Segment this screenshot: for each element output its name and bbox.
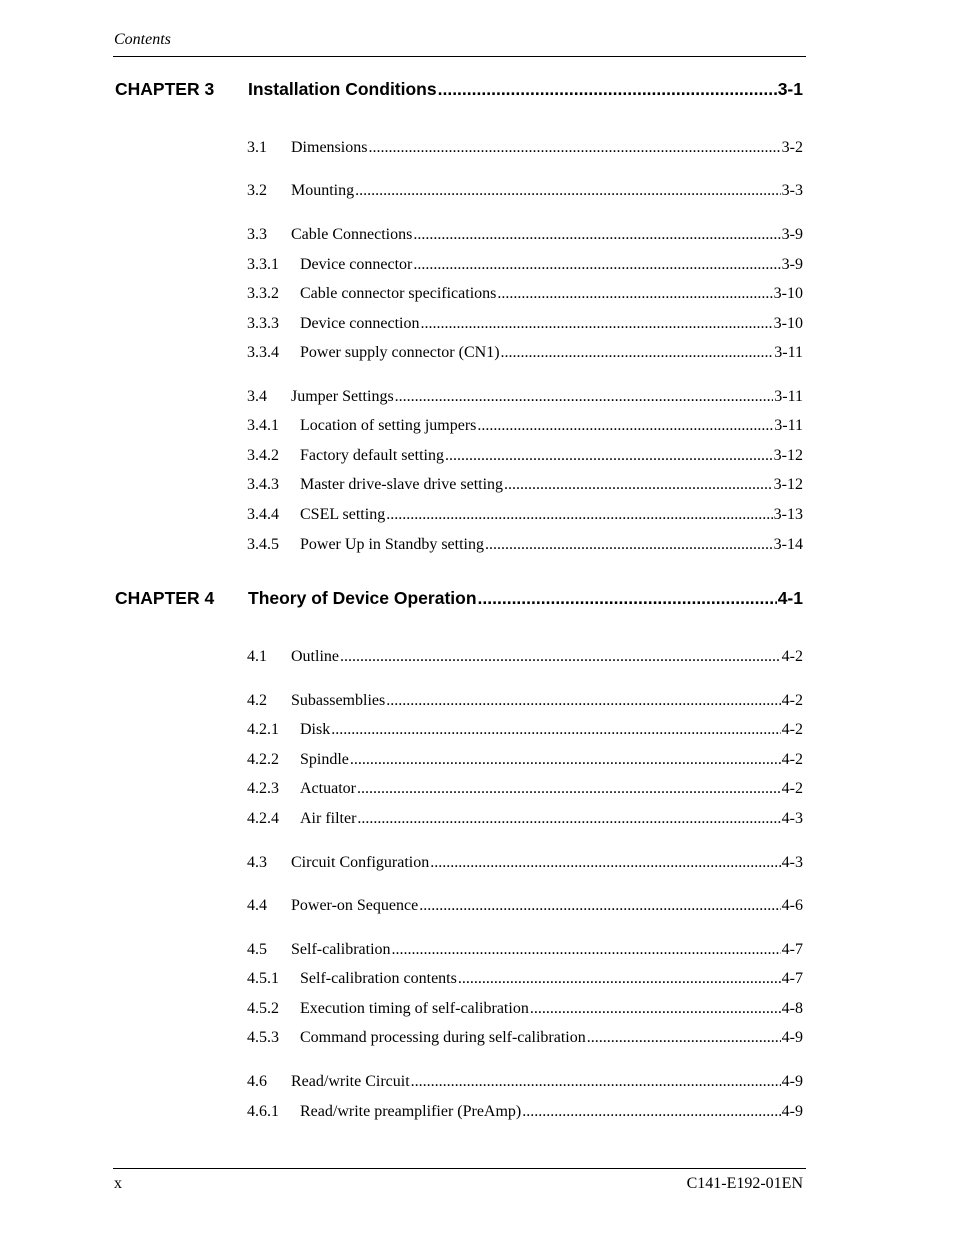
dot-leader bbox=[355, 182, 781, 200]
entry-page: 4-8 bbox=[781, 1000, 803, 1017]
dot-leader bbox=[368, 139, 780, 157]
entry-page: 3-12 bbox=[773, 476, 803, 493]
entry-number: 4.2.3 bbox=[247, 780, 279, 797]
entry-title: Outline bbox=[291, 648, 339, 665]
toc-entry[interactable] bbox=[247, 506, 803, 526]
dot-leader bbox=[497, 285, 772, 303]
toc-entry[interactable] bbox=[247, 1000, 803, 1020]
entry-page: 4-9 bbox=[781, 1029, 803, 1046]
entry-number: 4.5.3 bbox=[247, 1029, 279, 1046]
dot-leader bbox=[386, 692, 780, 710]
dot-leader bbox=[395, 388, 774, 406]
toc-entry[interactable] bbox=[247, 941, 803, 961]
toc-entry[interactable] bbox=[247, 285, 803, 305]
chapter-heading[interactable] bbox=[115, 588, 803, 610]
toc-entry[interactable] bbox=[247, 970, 803, 990]
entry-number: 4.2.2 bbox=[247, 751, 279, 768]
entry-title: Factory default setting bbox=[300, 447, 444, 464]
toc-entry[interactable] bbox=[247, 417, 803, 437]
toc-entry[interactable] bbox=[247, 256, 803, 276]
dot-leader bbox=[587, 1029, 781, 1047]
dot-leader bbox=[411, 1073, 781, 1091]
toc-entry[interactable] bbox=[247, 692, 803, 712]
entry-title: Master drive-slave drive setting bbox=[300, 476, 504, 493]
toc-entry[interactable] bbox=[247, 648, 803, 668]
entry-number: 3.3 bbox=[247, 226, 267, 243]
toc-entry[interactable] bbox=[247, 536, 803, 556]
entry-title: Power-on Sequence bbox=[291, 897, 419, 914]
page-number: x bbox=[114, 1175, 122, 1192]
entry-page: 3-9 bbox=[781, 256, 803, 273]
entry-title: Actuator bbox=[300, 780, 356, 797]
dot-leader bbox=[413, 256, 780, 274]
entry-number: 4.6.1 bbox=[247, 1103, 279, 1120]
dot-leader bbox=[350, 751, 781, 769]
toc-entry[interactable] bbox=[247, 226, 803, 246]
toc-entry[interactable] bbox=[247, 721, 803, 741]
toc-entry[interactable] bbox=[247, 388, 803, 408]
dot-leader bbox=[331, 721, 780, 739]
toc-entry[interactable] bbox=[247, 854, 803, 874]
entry-title: Circuit Configuration bbox=[291, 854, 430, 871]
entry-page: 3-9 bbox=[781, 226, 803, 243]
dot-leader bbox=[477, 417, 773, 435]
toc-entry[interactable] bbox=[247, 810, 803, 830]
toc-entry[interactable] bbox=[247, 182, 803, 202]
dot-leader bbox=[357, 810, 780, 828]
entry-title: Mounting bbox=[291, 182, 355, 199]
entry-number: 4.6 bbox=[247, 1073, 267, 1090]
entry-page: 4-7 bbox=[781, 970, 803, 987]
entry-title: Jumper Settings bbox=[291, 388, 394, 405]
entry-title: Command processing during self-calibration bbox=[300, 1029, 586, 1046]
chapter-page: 4-1 bbox=[777, 588, 803, 608]
dot-leader bbox=[530, 1000, 781, 1018]
toc-entry[interactable] bbox=[247, 344, 803, 364]
entry-page: 4-2 bbox=[781, 780, 803, 797]
dot-leader bbox=[504, 476, 773, 494]
entry-number: 4.5.1 bbox=[247, 970, 279, 987]
entry-number: 4.3 bbox=[247, 854, 267, 871]
entry-title: Execution timing of self-calibration bbox=[300, 1000, 529, 1017]
toc-entry[interactable] bbox=[247, 897, 803, 917]
entry-number: 4.2 bbox=[247, 692, 267, 709]
dot-leader bbox=[419, 897, 780, 915]
entry-title: Disk bbox=[300, 721, 331, 738]
entry-page: 3-11 bbox=[774, 344, 803, 361]
entry-page: 3-12 bbox=[773, 447, 803, 464]
entry-title: Power supply connector (CN1) bbox=[300, 344, 500, 361]
toc-entry[interactable] bbox=[247, 1073, 803, 1093]
entry-page: 3-3 bbox=[781, 182, 803, 199]
entry-page: 3-13 bbox=[773, 506, 803, 523]
entry-page: 3-14 bbox=[773, 536, 803, 553]
entry-number: 4.5 bbox=[247, 941, 267, 958]
entry-page: 4-2 bbox=[781, 721, 803, 738]
entry-title: Location of setting jumpers bbox=[300, 417, 477, 434]
entry-page: 4-2 bbox=[781, 751, 803, 768]
footer-rule bbox=[113, 1168, 806, 1169]
entry-number: 3.4.5 bbox=[247, 536, 279, 553]
entry-title: Air filter bbox=[300, 810, 357, 827]
entry-title: Self-calibration bbox=[291, 941, 391, 958]
toc-entry[interactable] bbox=[247, 751, 803, 771]
entry-page: 4-9 bbox=[781, 1073, 803, 1090]
entry-title: Dimensions bbox=[291, 139, 368, 156]
entry-page: 4-6 bbox=[781, 897, 803, 914]
entry-page: 4-2 bbox=[781, 648, 803, 665]
toc-entry[interactable] bbox=[247, 1103, 803, 1123]
toc-entry[interactable] bbox=[247, 315, 803, 335]
entry-title: Read/write preamplifier (PreAmp) bbox=[300, 1103, 522, 1120]
entry-number: 4.1 bbox=[247, 648, 267, 665]
running-head: Contents bbox=[114, 31, 171, 48]
entry-title: Device connector bbox=[300, 256, 413, 273]
entry-title: Cable connector specifications bbox=[300, 285, 497, 302]
entry-number: 4.4 bbox=[247, 897, 267, 914]
entry-page: 4-9 bbox=[781, 1103, 803, 1120]
dot-leader bbox=[501, 344, 774, 362]
dot-leader bbox=[485, 536, 773, 554]
entry-page: 3-11 bbox=[774, 388, 803, 405]
dot-leader bbox=[340, 648, 781, 666]
chapter-page: 3-1 bbox=[777, 79, 803, 99]
entry-number: 3.3.4 bbox=[247, 344, 279, 361]
dot-leader bbox=[458, 970, 781, 988]
entry-title: Read/write Circuit bbox=[291, 1073, 410, 1090]
dot-leader bbox=[392, 941, 781, 959]
dot-leader bbox=[357, 780, 781, 798]
entry-title: Power Up in Standby setting bbox=[300, 536, 484, 553]
entry-page: 3-10 bbox=[773, 285, 803, 302]
entry-number: 3.4.1 bbox=[247, 417, 279, 434]
document-code: C141-E192-01EN bbox=[686, 1175, 803, 1192]
entry-number: 3.4.3 bbox=[247, 476, 279, 493]
entry-title: Device connection bbox=[300, 315, 420, 332]
entry-title: Spindle bbox=[300, 751, 349, 768]
dot-leader bbox=[430, 854, 780, 872]
entry-title: Cable Connections bbox=[291, 226, 413, 243]
chapter-label: CHAPTER 4 bbox=[115, 588, 215, 608]
entry-number: 3.2 bbox=[247, 182, 267, 199]
entry-number: 3.1 bbox=[247, 139, 267, 156]
entry-number: 4.2.1 bbox=[247, 721, 279, 738]
chapter-title: Theory of Device Operation bbox=[248, 588, 477, 608]
toc-entry[interactable] bbox=[247, 476, 803, 496]
entry-page: 4-3 bbox=[781, 854, 803, 871]
dot-leader bbox=[445, 447, 773, 465]
toc-entry[interactable] bbox=[247, 1029, 803, 1049]
chapter-heading[interactable] bbox=[115, 79, 803, 101]
dot-leader bbox=[386, 506, 772, 524]
entry-number: 4.5.2 bbox=[247, 1000, 279, 1017]
dot-leader bbox=[478, 588, 777, 609]
dot-leader bbox=[413, 226, 780, 244]
dot-leader bbox=[438, 79, 777, 100]
entry-number: 3.4.2 bbox=[247, 447, 279, 464]
dot-leader bbox=[522, 1103, 780, 1121]
entry-number: 3.3.1 bbox=[247, 256, 279, 273]
entry-title: Subassemblies bbox=[291, 692, 386, 709]
toc-entry[interactable] bbox=[247, 139, 803, 159]
entry-page: 3-11 bbox=[774, 417, 803, 434]
entry-page: 4-3 bbox=[781, 810, 803, 827]
toc-entry[interactable] bbox=[247, 780, 803, 800]
entry-number: 3.4 bbox=[247, 388, 267, 405]
entry-page: 3-10 bbox=[773, 315, 803, 332]
entry-page: 3-2 bbox=[781, 139, 803, 156]
entry-title: CSEL setting bbox=[300, 506, 386, 523]
entry-page: 4-7 bbox=[781, 941, 803, 958]
header-rule bbox=[113, 56, 806, 57]
dot-leader bbox=[421, 315, 773, 333]
entry-number: 4.2.4 bbox=[247, 810, 279, 827]
entry-number: 3.3.2 bbox=[247, 285, 279, 302]
entry-number: 3.4.4 bbox=[247, 506, 279, 523]
chapter-title: Installation Conditions bbox=[248, 79, 437, 99]
entry-page: 4-2 bbox=[781, 692, 803, 709]
entry-title: Self-calibration contents bbox=[300, 970, 457, 987]
toc-entry[interactable] bbox=[247, 447, 803, 467]
chapter-label: CHAPTER 3 bbox=[115, 79, 215, 99]
entry-number: 3.3.3 bbox=[247, 315, 279, 332]
